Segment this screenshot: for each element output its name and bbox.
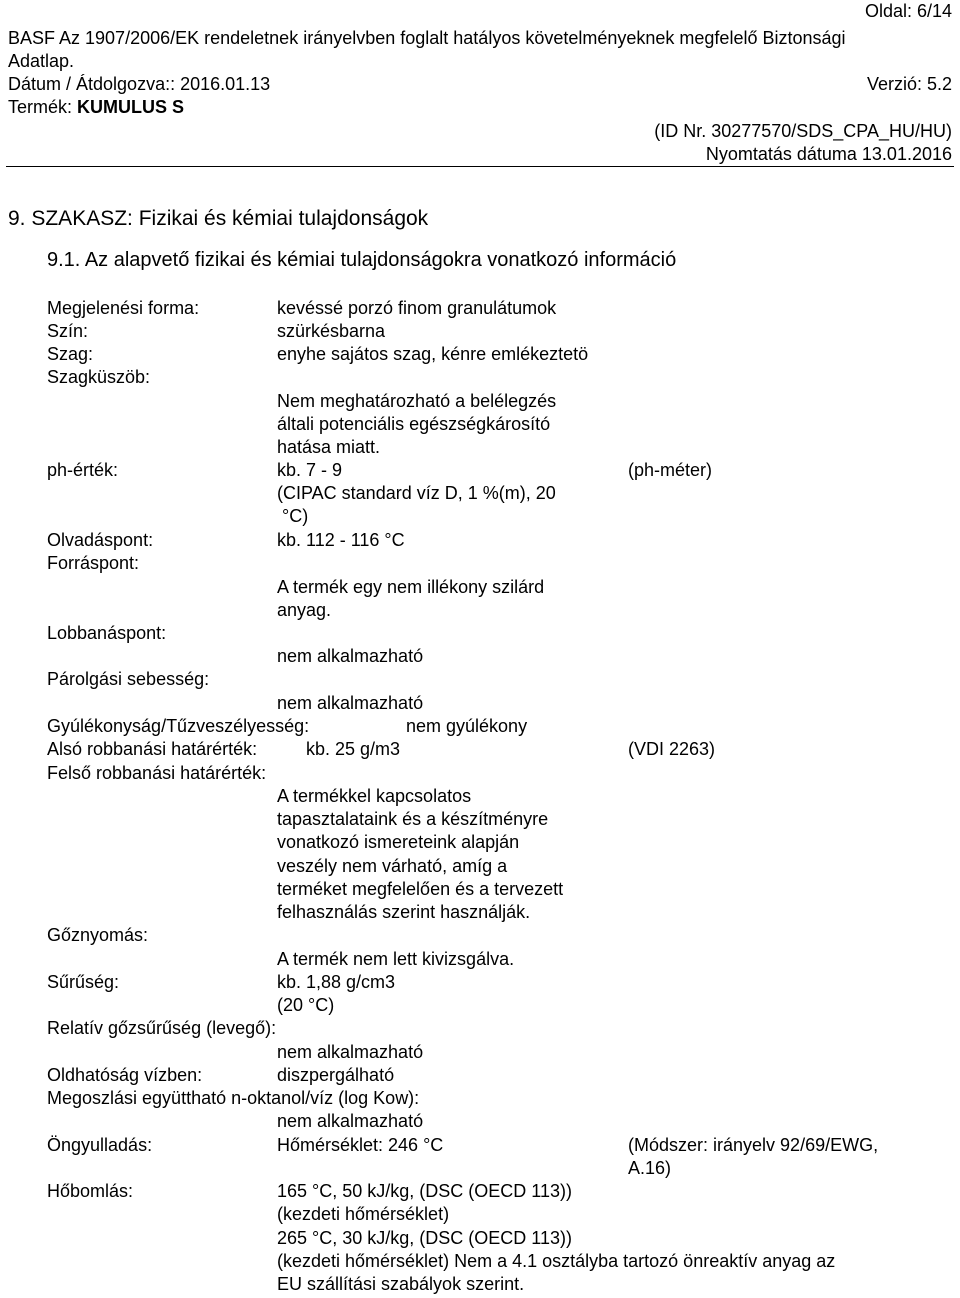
water-solubility-label: Oldhatóság vízben: xyxy=(47,1065,203,1085)
evaporation-rate-label: Párolgási sebesség: xyxy=(47,669,210,689)
auto-ignition-method-line1: (Módszer: irányelv 92/69/EWG, xyxy=(628,1135,879,1155)
relative-vapor-density-value: nem alkalmazható xyxy=(277,1042,424,1062)
document-id: (ID Nr. 30277570/SDS_CPA_HU/HU) xyxy=(654,121,952,141)
decomposition-line5: EU szállítási szabályok szerint. xyxy=(277,1274,525,1294)
appearance-label: Megjelenési forma: xyxy=(47,298,200,318)
flash-point-value: nem alkalmazható xyxy=(277,646,424,666)
auto-ignition-value: Hőmérséklet: 246 °C xyxy=(277,1135,444,1155)
section-title: 9. SZAKASZ: Fizikai és kémiai tulajdonságok xyxy=(8,207,429,230)
boiling-point-label: Forráspont: xyxy=(47,553,140,573)
document-title-line1: BASF Az 1907/2006/EK rendeletnek irányelvben foglalt hatályos követelményeknek megfelelő Biztonsági xyxy=(8,28,846,48)
vapor-pressure-label: Gőznyomás: xyxy=(47,925,149,945)
decomposition-line4: (kezdeti hőmérséklet) Nem a 4.1 osztályba tartozó önreaktív anyag az xyxy=(277,1251,836,1271)
upper-explosion-limit-line4: veszély nem várható, amíg a xyxy=(277,856,508,876)
ph-value: kb. 7 - 9 xyxy=(277,460,343,480)
header-divider xyxy=(6,166,954,167)
product-line xyxy=(8,96,184,119)
product-prefix: Termék: xyxy=(8,97,78,117)
upper-explosion-limit-line3: vonatkozó ismereteink alapján xyxy=(277,832,520,852)
partition-coefficient-value: nem alkalmazható xyxy=(277,1111,424,1131)
document-title-line2: Adatlap. xyxy=(8,51,75,71)
ph-condition-line1: (CIPAC standard víz D, 1 %(m), 20 xyxy=(277,483,556,503)
upper-explosion-limit-label: Felső robbanási határérték: xyxy=(47,763,267,783)
decomposition-line2: (kezdeti hőmérséklet) xyxy=(277,1204,450,1224)
version: Verzió: 5.2 xyxy=(866,74,952,94)
page-number: Oldal: 6/14 xyxy=(864,1,952,21)
auto-ignition-label: Öngyulladás: xyxy=(47,1135,153,1155)
odor-label: Szag: xyxy=(47,344,94,364)
flash-point-label: Lobbanáspont: xyxy=(47,623,167,643)
product-name: KUMULUS S xyxy=(77,97,185,117)
lower-explosion-limit-value: kb. 25 g/m3 xyxy=(306,739,401,759)
relative-vapor-density-label: Relatív gőzsűrűség (levegő): xyxy=(47,1018,277,1038)
decomposition-line3: 265 °C, 30 kJ/kg, (DSC (OECD 113)) xyxy=(277,1228,572,1248)
partition-coefficient-label: Megoszlási együttható n-oktanol/víz (log Kow): xyxy=(47,1088,420,1108)
flammability-value: nem gyúlékony xyxy=(406,716,528,736)
upper-explosion-limit-line6: felhasználás szerint használják. xyxy=(277,902,531,922)
odor-threshold-label: Szagküszöb: xyxy=(47,367,151,387)
upper-explosion-limit-line2: tapasztalataink és a készítményre xyxy=(277,809,549,829)
upper-explosion-limit-line1: A termékkel kapcsolatos xyxy=(277,786,472,806)
auto-ignition-method-line2: A.16) xyxy=(628,1158,672,1178)
density-condition: (20 °C) xyxy=(277,995,335,1015)
melting-point-value: kb. 112 - 116 °C xyxy=(277,530,405,550)
boiling-point-line2: anyag. xyxy=(277,600,332,620)
flammability-label: Gyúlékonyság/Tűzveszélyesség: xyxy=(47,716,310,736)
ph-label: ph-érték: xyxy=(47,460,119,480)
density-value: kb. 1,88 g/cm3 xyxy=(277,972,396,992)
odor-threshold-line1: Nem meghatározható a belélegzés xyxy=(277,391,557,411)
evaporation-rate-value: nem alkalmazható xyxy=(277,693,424,713)
ph-method: (ph-méter) xyxy=(628,460,713,480)
odor-threshold-line3: hatása miatt. xyxy=(277,437,381,457)
ph-condition-line2: °C) xyxy=(282,506,309,526)
section-subtitle: 9.1. Az alapvető fizikai és kémiai tulajdonságokra vonatkozó információ xyxy=(47,249,677,271)
print-date: Nyomtatás dátuma 13.01.2016 xyxy=(705,144,952,164)
lower-explosion-limit-method: (VDI 2263) xyxy=(628,739,716,759)
decomposition-line1: 165 °C, 50 kJ/kg, (DSC (OECD 113)) xyxy=(277,1181,572,1201)
upper-explosion-limit-line5: terméket megfelelően és a tervezett xyxy=(277,879,564,899)
lower-explosion-limit-label: Alsó robbanási határérték: xyxy=(47,739,258,759)
melting-point-label: Olvadáspont: xyxy=(47,530,154,550)
odor-value: enyhe sajátos szag, kénre emlékeztetö xyxy=(277,344,589,364)
revision-date: Dátum / Átdolgozva:: 2016.01.13 xyxy=(8,74,271,94)
water-solubility-value: diszpergálható xyxy=(277,1065,395,1085)
color-label: Szín: xyxy=(47,321,89,341)
vapor-pressure-value: A termék nem lett kivizsgálva. xyxy=(277,949,515,969)
appearance-value: kevéssé porzó finom granulátumok xyxy=(277,298,557,318)
boiling-point-line1: A termék egy nem illékony szilárd xyxy=(277,577,545,597)
decomposition-label: Hőbomlás: xyxy=(47,1181,134,1201)
odor-threshold-line2: általi potenciális egészségkárosító xyxy=(277,414,551,434)
color-value: szürkésbarna xyxy=(277,321,386,341)
density-label: Sűrűség: xyxy=(47,972,120,992)
